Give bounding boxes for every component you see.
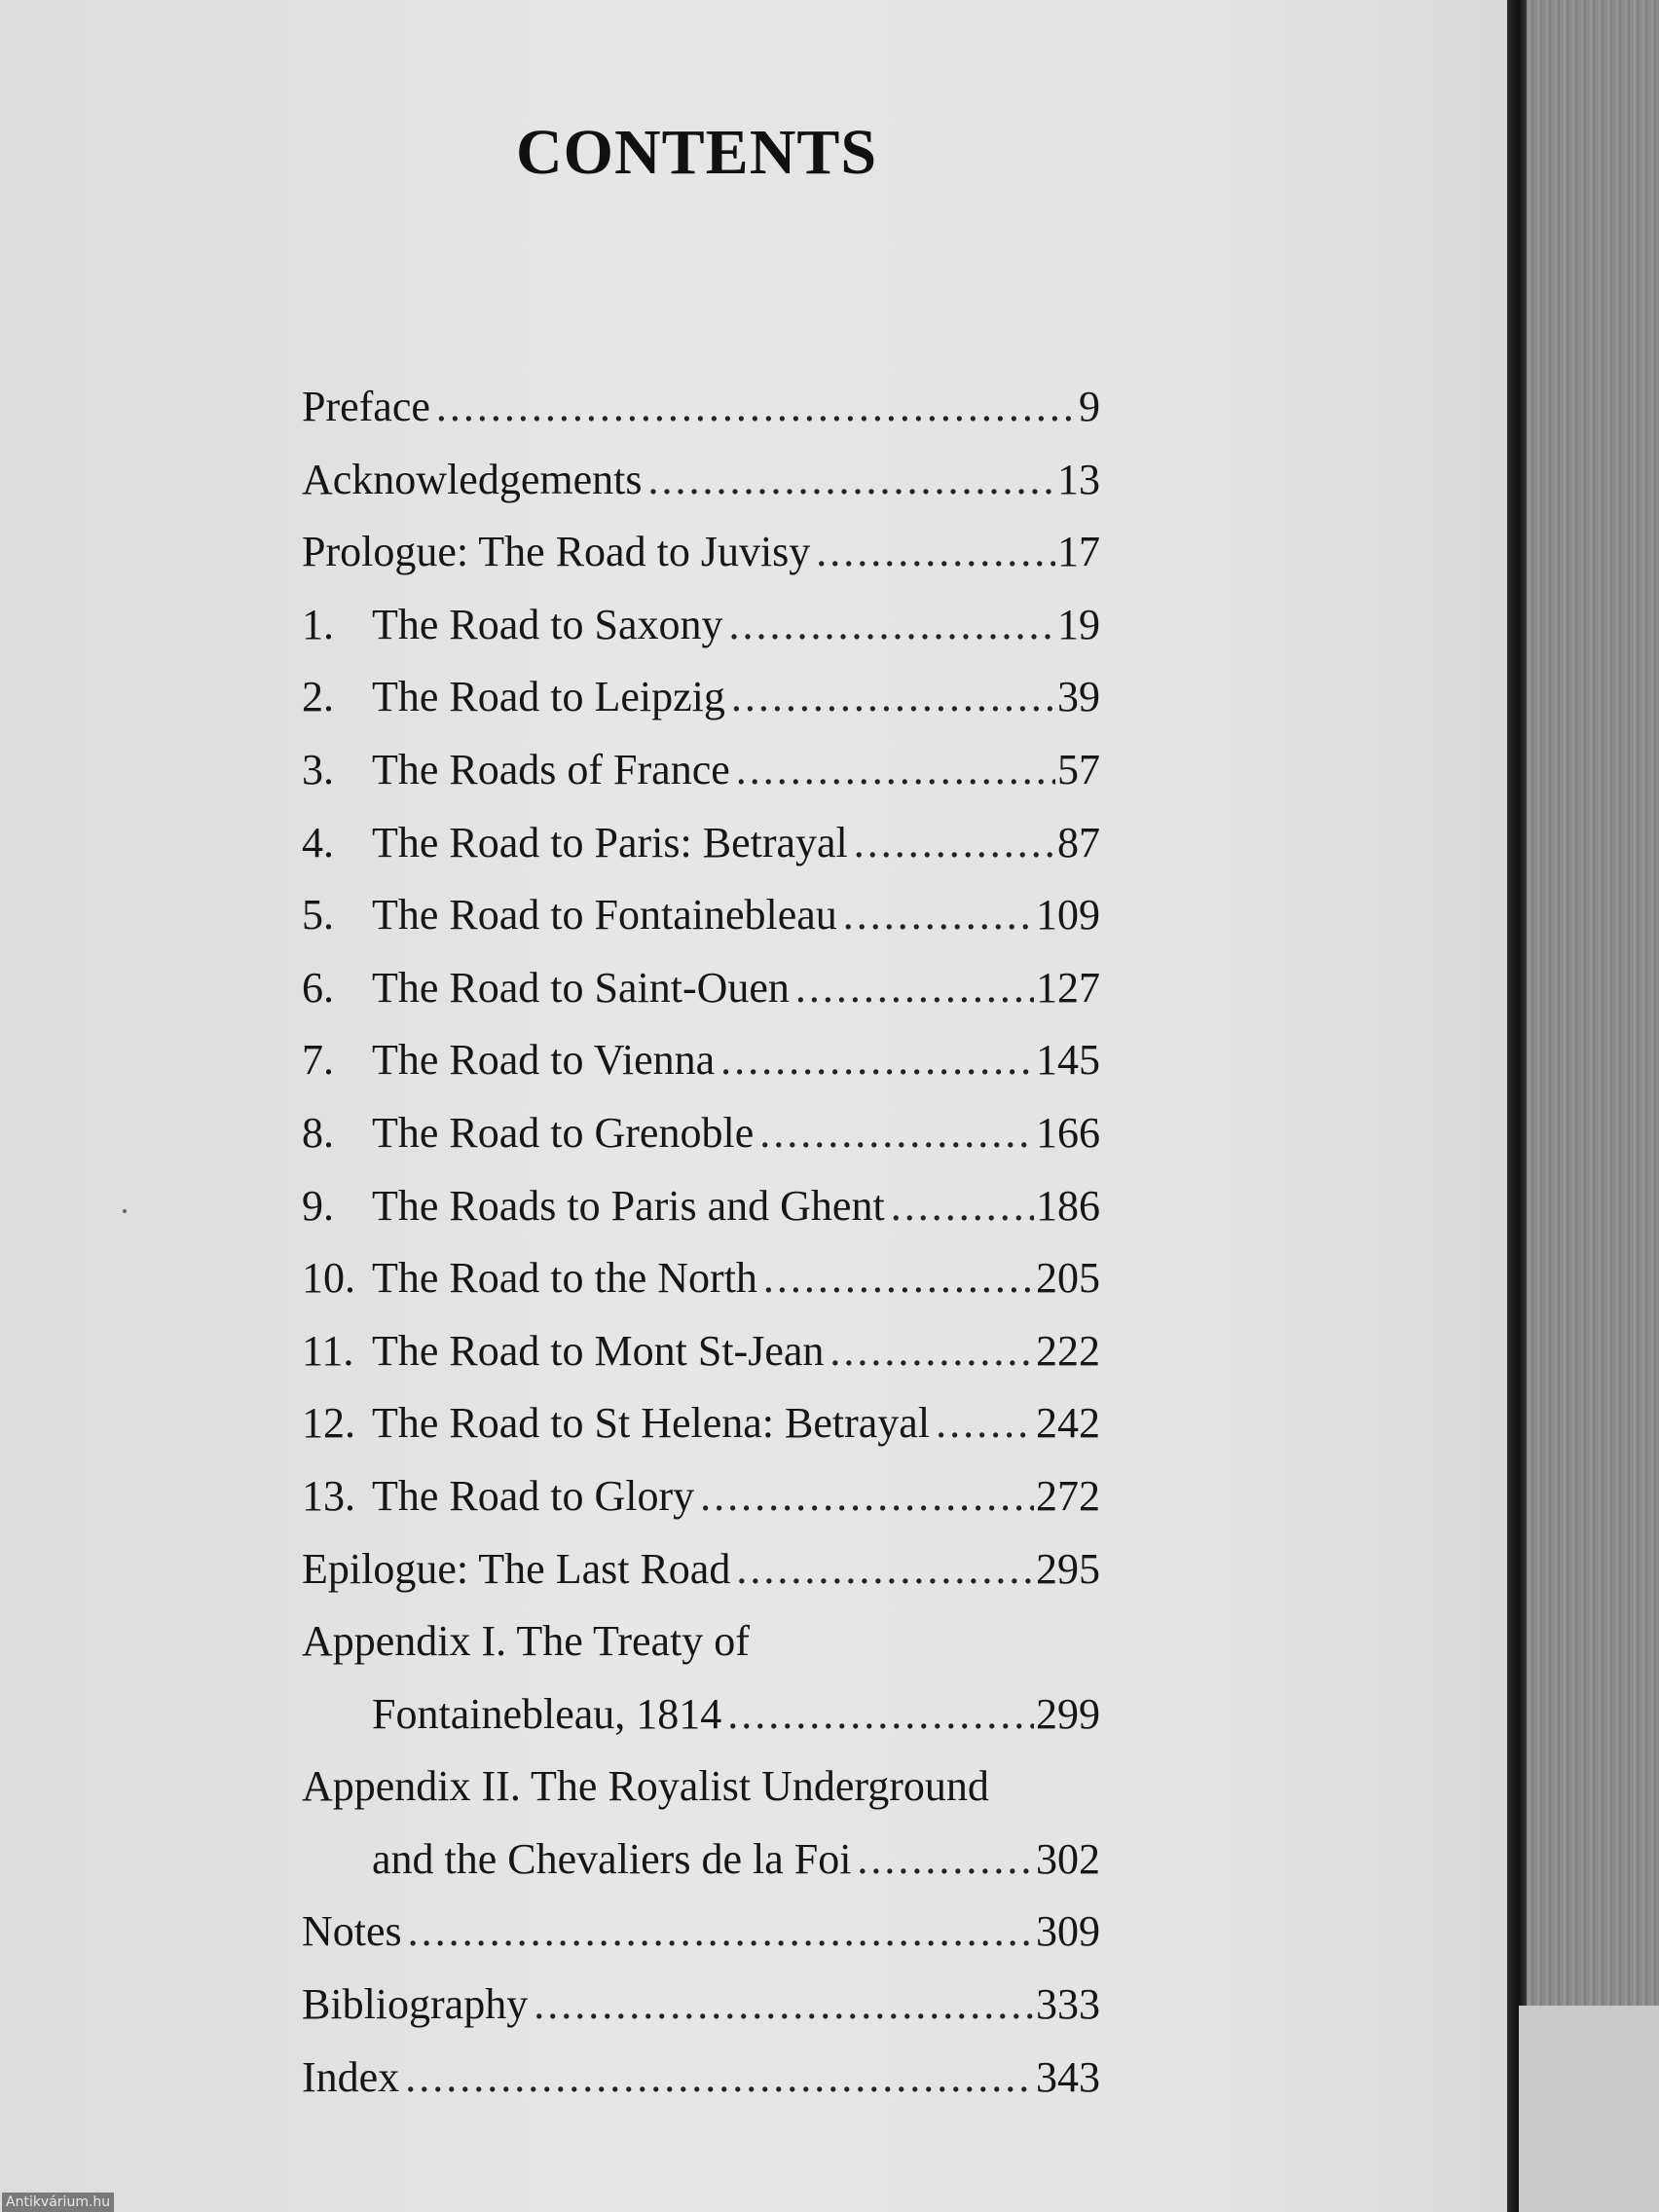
toc-entry-page: 222 — [1036, 1326, 1100, 1375]
toc-entry-page: 186 — [1036, 1181, 1100, 1230]
dot-leader — [534, 1979, 1034, 2029]
table-of-contents — [302, 382, 1100, 2124]
contents-heading: CONTENTS — [516, 117, 878, 188]
toc-entry-appendix-1-line-2[interactable] — [302, 1689, 1100, 1762]
toc-entry-title: The Road to Grenoble — [372, 1108, 755, 1157]
toc-entry-page: 295 — [1036, 1544, 1100, 1593]
chapter-number: 7. — [302, 1036, 334, 1085]
dot-leader — [436, 382, 1077, 431]
toc-entry-title: The Roads of France — [372, 745, 730, 793]
chapter-number: 5. — [302, 891, 334, 940]
toc-entry-chapter-12[interactable] — [302, 1398, 1100, 1471]
toc-entry-chapter-7[interactable] — [302, 1035, 1100, 1108]
toc-entry-chapter-11[interactable] — [302, 1326, 1100, 1399]
chapter-number: 8. — [302, 1108, 334, 1157]
dot-leader — [727, 1689, 1034, 1739]
toc-entry-title: The Road to Fontainebleau — [372, 891, 837, 940]
toc-entry-chapter-13[interactable] — [302, 1471, 1100, 1544]
dot-leader — [857, 1834, 1034, 1884]
chapter-number: 13. — [302, 1471, 355, 1520]
toc-entry-title: Bibliography — [302, 1980, 529, 2029]
toc-entry-appendix-2-line-2[interactable] — [302, 1834, 1100, 1907]
toc-entry-page: 57 — [1057, 745, 1100, 793]
toc-entry-notes[interactable] — [302, 1906, 1100, 1979]
toc-entry-title: Notes — [302, 1907, 402, 1956]
background-surface — [1527, 0, 1659, 2212]
toc-entry-page: 127 — [1036, 963, 1100, 1012]
toc-entry-page: 299 — [1036, 1689, 1100, 1738]
dot-leader — [720, 1035, 1034, 1085]
toc-entry-acknowledgements[interactable] — [302, 455, 1100, 528]
page-speck — [123, 1209, 127, 1213]
toc-entry-bibliography[interactable] — [302, 1979, 1100, 2052]
toc-entry-title: The Road to Glory — [372, 1471, 695, 1520]
toc-entry-title: The Roads to Paris and Ghent — [372, 1181, 885, 1230]
chapter-number: 3. — [302, 745, 334, 793]
toc-entry-page: 109 — [1036, 891, 1100, 940]
toc-entry-chapter-3[interactable] — [302, 745, 1100, 818]
dot-leader — [830, 1326, 1034, 1376]
chapter-number: 1. — [302, 600, 334, 648]
toc-entry-title: The Road to St Helena: Betrayal — [372, 1399, 931, 1448]
dot-leader — [763, 1253, 1034, 1303]
toc-entry-prologue[interactable] — [302, 527, 1100, 600]
toc-entry-page: 145 — [1036, 1036, 1100, 1085]
chapter-number: 11. — [302, 1326, 354, 1375]
toc-entry-epilogue[interactable] — [302, 1544, 1100, 1617]
dot-leader — [700, 1471, 1034, 1521]
toc-entry-page: 17 — [1057, 528, 1100, 576]
toc-entry-chapter-8[interactable] — [302, 1108, 1100, 1181]
dot-leader — [843, 890, 1034, 940]
toc-entry-page: 302 — [1036, 1834, 1100, 1883]
toc-entry-appendix-2-line-1[interactable] — [302, 1761, 1100, 1834]
toc-entry-chapter-6[interactable] — [302, 963, 1100, 1036]
toc-entry-title: The Road to Vienna — [372, 1036, 716, 1085]
dot-leader — [408, 1906, 1034, 1956]
toc-entry-page: 13 — [1057, 455, 1100, 503]
toc-entry-page: 343 — [1036, 2052, 1100, 2101]
toc-entry-chapter-2[interactable] — [302, 672, 1100, 745]
toc-entry-title: The Road to Saxony — [372, 600, 723, 648]
toc-entry-preface[interactable] — [302, 382, 1100, 455]
toc-entry-title-continued: Fontainebleau, 1814 — [372, 1689, 722, 1738]
chapter-number: 6. — [302, 963, 334, 1012]
toc-entry-title: Preface — [302, 383, 430, 430]
toc-entry-title: The Road to Leipzig — [372, 673, 725, 721]
page-edge-shadow — [1507, 0, 1527, 2212]
chapter-number: 9. — [302, 1181, 334, 1230]
dot-leader — [647, 455, 1055, 504]
toc-entry-title-continued: and the Chevaliers de la Foi — [372, 1834, 852, 1883]
dot-leader — [736, 1544, 1034, 1594]
toc-entry-title: The Road to Saint-Ouen — [372, 963, 790, 1012]
toc-entry-page: 242 — [1036, 1399, 1100, 1448]
toc-entry-chapter-5[interactable] — [302, 890, 1100, 963]
toc-entry-title: Appendix II. The Royalist Underground — [302, 1762, 989, 1811]
toc-entry-page: 87 — [1057, 818, 1100, 866]
toc-entry-title: Acknowledgements — [302, 455, 643, 503]
dot-leader — [729, 600, 1055, 649]
toc-entry-title: Appendix I. The Treaty of — [302, 1617, 750, 1666]
toc-entry-page: 19 — [1057, 600, 1100, 648]
toc-entry-chapter-9[interactable] — [302, 1181, 1100, 1254]
chapter-number: 12. — [302, 1399, 355, 1448]
toc-entry-page: 39 — [1057, 673, 1100, 721]
dot-leader — [936, 1398, 1034, 1448]
toc-entry-title: Index — [302, 2052, 400, 2101]
background-light-patch — [1519, 2006, 1659, 2212]
toc-entry-chapter-1[interactable] — [302, 600, 1100, 673]
toc-entry-index[interactable] — [302, 2052, 1100, 2125]
toc-entry-page: 205 — [1036, 1254, 1100, 1303]
toc-entry-title: The Road to Mont St-Jean — [372, 1326, 825, 1375]
chapter-number: 2. — [302, 673, 334, 721]
dot-leader — [816, 527, 1055, 576]
dot-leader — [891, 1181, 1034, 1231]
toc-entry-title: The Road to the North — [372, 1254, 757, 1303]
dot-leader — [795, 963, 1034, 1013]
dot-leader — [736, 745, 1055, 794]
toc-entry-page: 9 — [1079, 383, 1100, 430]
toc-entry-title: Epilogue: The Last Road — [302, 1544, 731, 1593]
toc-entry-title: Prologue: The Road to Juvisy — [302, 528, 811, 576]
toc-entry-chapter-4[interactable] — [302, 818, 1100, 891]
toc-entry-page: 272 — [1036, 1471, 1100, 1520]
toc-entry-page: 309 — [1036, 1907, 1100, 1956]
dot-leader — [405, 2052, 1034, 2102]
dot-leader — [854, 818, 1055, 867]
toc-entry-page: 166 — [1036, 1108, 1100, 1157]
dot-leader — [759, 1108, 1034, 1158]
chapter-number: 4. — [302, 818, 334, 866]
toc-entry-chapter-10[interactable] — [302, 1253, 1100, 1326]
toc-entry-appendix-1-line-1[interactable] — [302, 1616, 1100, 1689]
watermark: Antikvárium.hu — [2, 2193, 114, 2212]
dot-leader — [731, 672, 1055, 721]
chapter-number: 10. — [302, 1254, 355, 1303]
toc-entry-page: 333 — [1036, 1980, 1100, 2029]
toc-entry-title: The Road to Paris: Betrayal — [372, 818, 848, 866]
